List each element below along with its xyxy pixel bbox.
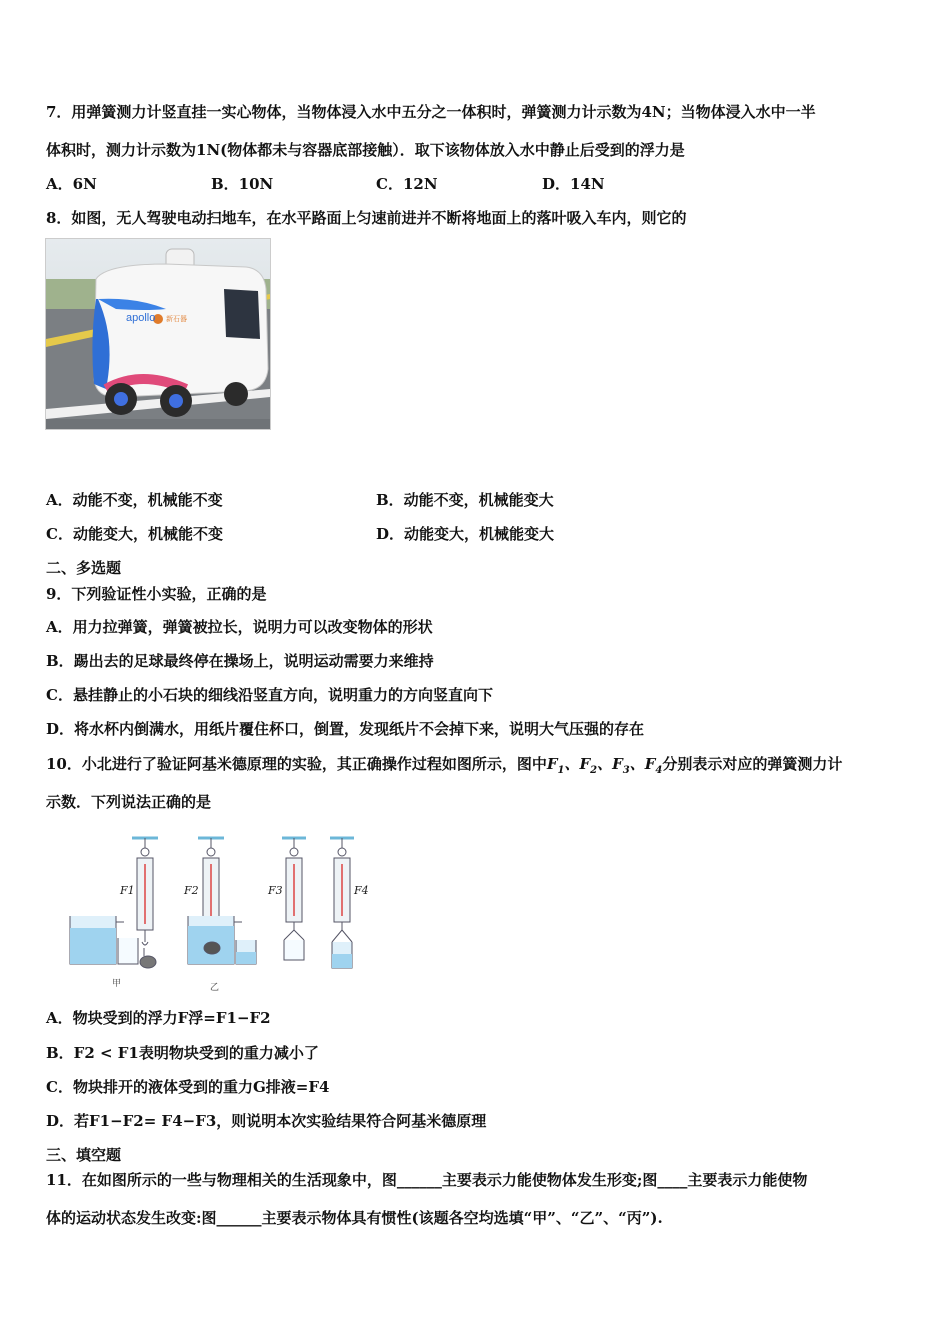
label-yi: 乙 [210,983,220,993]
photo-brand-text: apollo [126,312,156,324]
q9-option-d: D．将水杯内倒满水，用纸片覆住杯口，倒置，发现纸片不会掉下来，说明大气压强的存在 [46,720,645,738]
photo-sub-text: 新石器 [166,315,187,323]
q10-f-list: $F_1$、$F_2$、$F_3$、$F_4$ [546,755,663,776]
experiment-diagram [60,830,380,995]
q10-option-b: B．F2 < F1表明物块受到的重力减小了 [46,1044,319,1062]
q10-option-a: A．物块受到的浮力F浮=F1−F2 [46,1009,271,1027]
q10-stem-b: 分别表示对应的弹簧测力计 [662,755,843,773]
q11-line1: 11．在如图所示的一些与物理相关的生活现象中，图______主要表示力能使物体发生形变;图____主要表示力能使物 [46,1171,808,1189]
archimedes-experiment-figure [60,830,380,995]
label-f3: F3 [268,884,283,897]
q8-option-d: D．动能变大，机械能变大 [376,525,555,543]
label-f4: F4 [354,884,369,897]
q7-line1: 7．用弹簧测力计竖直挂一实心物体，当物体浸入水中五分之一体积时，弹簧测力计示数为4N；当物体浸入水中一半 [46,103,816,121]
q10-stem-line2: 示数．下列说法正确的是 [46,793,212,811]
sweeper-vehicle-image [46,239,270,429]
q7-option-d: D．14N [542,175,605,193]
q7-option-c: C．12N [376,175,438,193]
q11-line2: 体的运动状态发生改变:图______主要表示物体具有惯性(该题各空均选填“甲”、“乙”、“丙”). [46,1209,663,1227]
section-fill-blank: 三、填空题 [46,1146,122,1164]
q10-option-c: C．物块排开的液体受到的重力G排液=F4 [46,1078,330,1096]
label-f2: F2 [184,884,199,897]
q9-stem: 9．下列验证性小实验，正确的是 [46,585,267,603]
q9-option-a: A．用力拉弹簧，弹簧被拉长，说明力可以改变物体的形状 [46,618,433,636]
q9-option-c: C．悬挂静止的小石块的细线沿竖直方向，说明重力的方向竖直向下 [46,686,493,704]
sweeper-vehicle-photo [45,238,271,430]
q7-option-b: B．10N [211,175,274,193]
q8-option-b: B．动能不变，机械能变大 [376,491,554,509]
label-f1: F1 [120,884,135,897]
q7-line2: 体积时，测力计示数为1N(物体都未与容器底部接触）．取下该物体放入水中静止后受到的浮力是 [46,141,685,159]
q8-stem: 8．如图，无人驾驶电动扫地车，在水平路面上匀速前进并不断将地面上的落叶吸入车内，则它的 [46,209,687,227]
q10-stem-a: 10．小北进行了验证阿基米德原理的实验，其正确操作过程如图所示，图中 [46,755,547,773]
q8-option-c: C．动能变大，机械能不变 [46,525,223,543]
q10-stem-line1 [46,754,842,781]
q8-option-a: A．动能不变，机械能不变 [46,491,223,509]
label-jia: 甲 [112,979,122,989]
section-multi-choice: 二、多选题 [46,559,122,577]
q9-option-b: B．踢出去的足球最终停在操场上，说明运动需要力来维持 [46,652,434,670]
q10-option-d: D．若F1−F2= F4−F3，则说明本次实验结果符合阿基米德原理 [46,1112,487,1130]
q7-option-a: A．6N [46,175,97,193]
